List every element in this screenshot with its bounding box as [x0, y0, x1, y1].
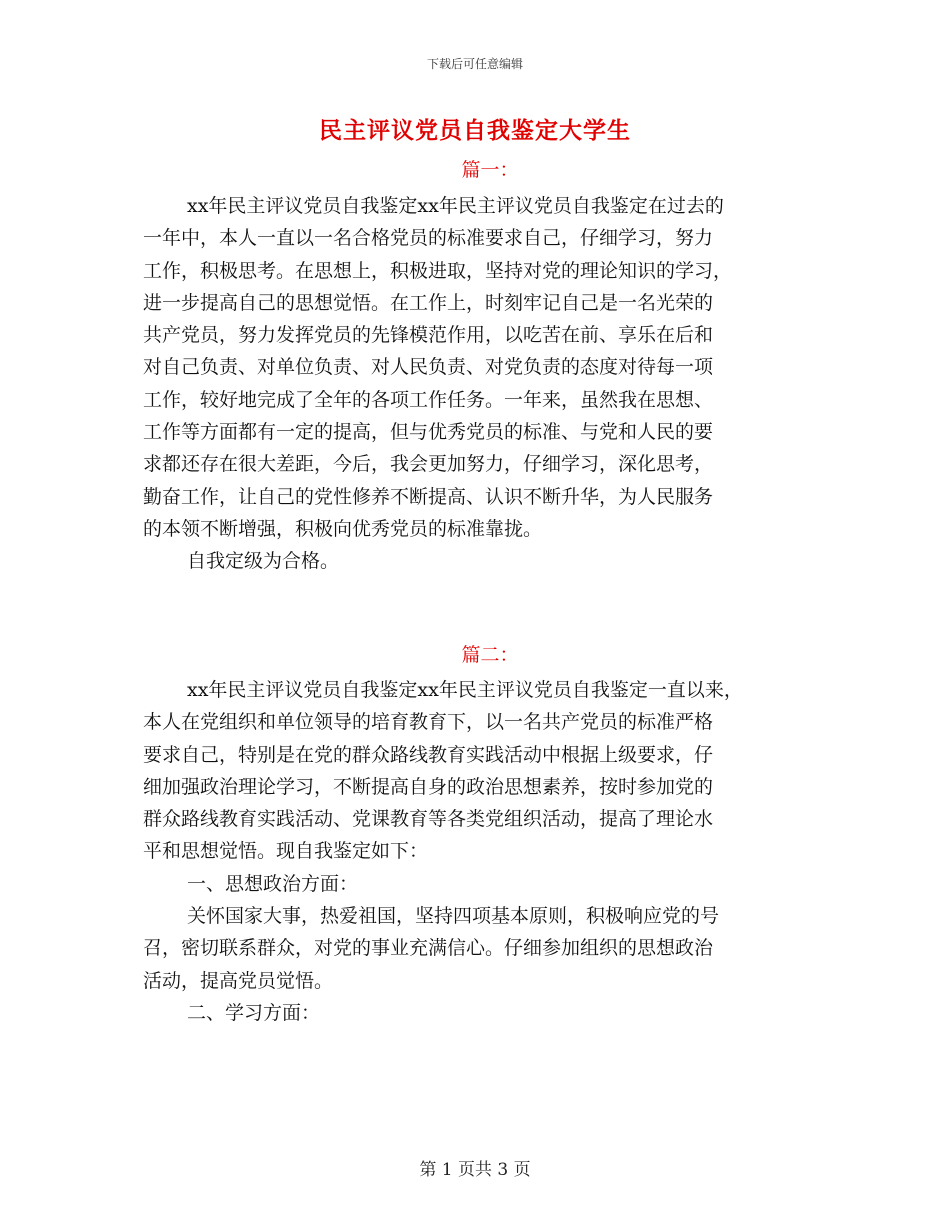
paragraph-line: 共产党员，努力发挥党员的先锋模范作用，以吃苦在前、享乐在后和: [143, 324, 714, 347]
paragraph-line: 工作，较好地完成了全年的各项工作任务。一年来，虽然我在思想、: [143, 388, 714, 411]
paragraph-line: 活动，提高党员觉悟。: [143, 969, 334, 992]
paragraph-line: 召，密切联系群众，对党的事业充满信心。仔细参加组织的思想政治: [143, 937, 714, 960]
paragraph-line: 群众路线教育实践活动、党课教育等各类党组织活动，提高了理论水: [143, 808, 714, 831]
paragraph-line: 对自己负责、对单位负责、对人民负责、对党负责的态度对待每一项: [143, 356, 714, 379]
section-label-1: 篇一：: [461, 159, 519, 181]
paragraph-line: xx年民主评议党员自我鉴定xx年民主评议党员自我鉴定在过去的: [187, 195, 724, 217]
paragraph-line: 自我定级为合格。: [187, 550, 340, 573]
paragraph-line: 求都还存在很大差距，今后，我会更加努力，仔细学习，深化思考，: [143, 453, 714, 476]
paragraph-line: 进一步提高自己的思想觉悟。在工作上，时刻牢记自己是一名光荣的: [143, 291, 714, 314]
page-footer: 第 1 页共 3 页: [419, 1160, 531, 1180]
paragraph-line: 工作，积极思考。在思想上，积极进取，坚持对党的理论知识的学习，: [143, 259, 733, 282]
paragraph-line: 一年中，本人一直以一名合格党员的标准要求自己，仔细学习，努力: [143, 227, 714, 250]
paragraph-line: 关怀国家大事，热爱祖国，坚持四项基本原则，积极响应党的号: [187, 905, 720, 928]
paragraph-line: 二、学习方面：: [187, 1001, 321, 1024]
paragraph-line: 平和思想觉悟。现自我鉴定如下：: [143, 840, 429, 863]
section-label-2: 篇二：: [461, 644, 519, 666]
paragraph-line: 细加强政治理论学习，不断提高自身的政治思想素养，按时参加党的: [143, 775, 714, 798]
document-title: 民主评议党员自我鉴定大学生: [319, 117, 631, 144]
paragraph-line: 勤奋工作，让自己的党性修养不断提高、认识不断升华，为人民服务: [143, 485, 714, 508]
section-2-body: [143, 674, 843, 1029]
header-note: 下载后可任意编辑: [426, 57, 523, 71]
section-1-body: [143, 190, 843, 578]
paragraph-line: 要求自己，特别是在党的群众路线教育实践活动中根据上级要求，仔: [143, 743, 714, 766]
paragraph-line: xx年民主评议党员自我鉴定xx年民主评议党员自我鉴定一直以来，: [187, 679, 743, 701]
paragraph-line: 工作等方面都有一定的提高，但与优秀党员的标准、与党和人民的要: [143, 421, 714, 444]
paragraph-line: 一、思想政治方面：: [187, 872, 359, 895]
paragraph-line: 的本领不断增强，积极向优秀党员的标准靠拢。: [143, 517, 543, 540]
paragraph-line: 本人在党组织和单位领导的培育教育下，以一名共产党员的标准严格: [143, 711, 714, 734]
